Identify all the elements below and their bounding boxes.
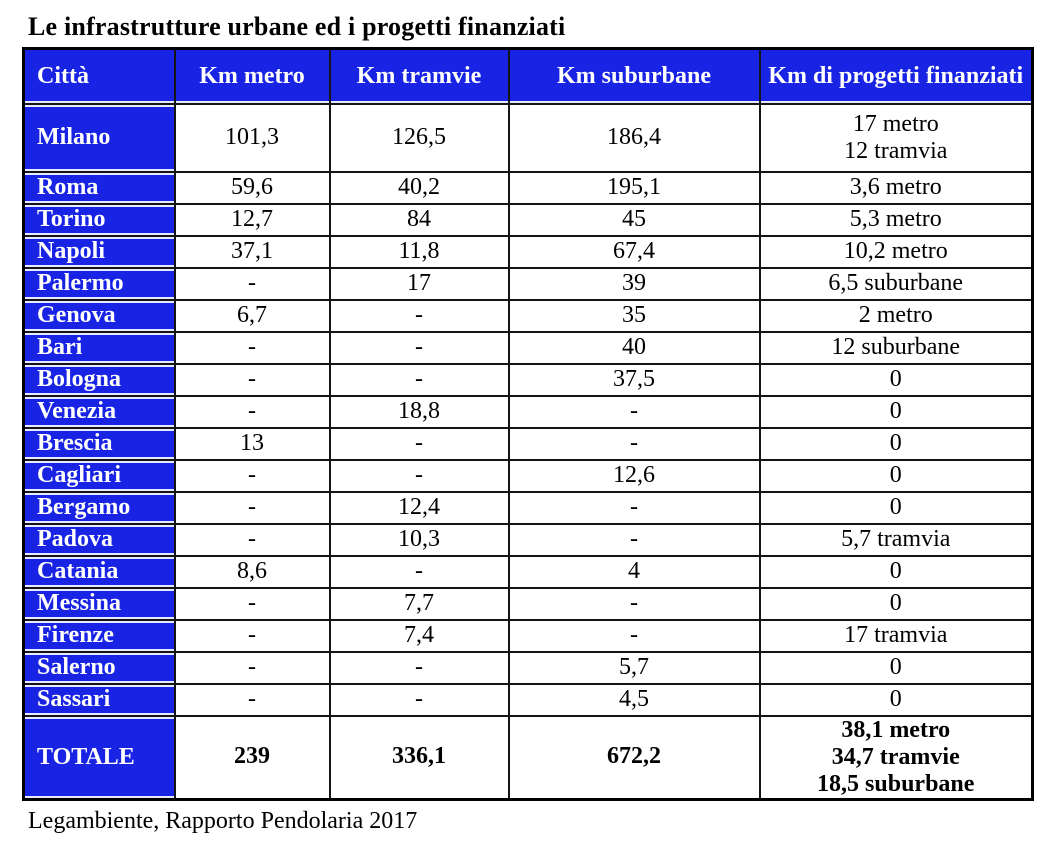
progetti-line: 12 suburbane (831, 334, 961, 361)
progetti-line: 38,1 metro (841, 716, 951, 743)
tramvie-cell: 11,8 (330, 236, 509, 268)
suburbane-cell: 4,5 (509, 684, 760, 716)
progetti-cell (760, 684, 1033, 716)
metro-cell: 37,1 (175, 236, 330, 268)
tramvie-cell: - (330, 428, 509, 460)
tramvie-cell: 7,7 (330, 588, 509, 620)
progetti-line: 0 (889, 398, 902, 425)
suburbane-cell: 40 (509, 332, 760, 364)
column-header-km-progetti-finanziati: Km di progetti finanziati (760, 49, 1033, 104)
tramvie-cell: - (330, 460, 509, 492)
metro-cell: 239 (175, 716, 330, 800)
metro-cell: - (175, 364, 330, 396)
tramvie-cell: 336,1 (330, 716, 509, 800)
progetti-cell (760, 364, 1033, 396)
metro-cell: - (175, 652, 330, 684)
city-cell: Genova (24, 300, 175, 332)
column-header-km-tramvie: Km tramvie (330, 49, 509, 104)
city-cell: Brescia (24, 428, 175, 460)
tramvie-cell: - (330, 684, 509, 716)
metro-cell: 12,7 (175, 204, 330, 236)
page-title: Le infrastrutture urbane ed i progetti finanziati (28, 12, 566, 41)
metro-cell: 13 (175, 428, 330, 460)
progetti-cell (760, 300, 1033, 332)
progetti-cell (760, 652, 1033, 684)
suburbane-cell: - (509, 524, 760, 556)
table-row-torino (24, 204, 1033, 236)
tramvie-cell: - (330, 332, 509, 364)
tramvie-cell: - (330, 364, 509, 396)
metro-cell: - (175, 620, 330, 652)
table-row-bologna (24, 364, 1033, 396)
progetti-line: 0 (889, 462, 902, 489)
city-cell: Roma (24, 172, 175, 204)
table-row-bari (24, 332, 1033, 364)
metro-cell: 6,7 (175, 300, 330, 332)
table-row-milano (24, 104, 1033, 172)
metro-cell: - (175, 460, 330, 492)
tramvie-cell: - (330, 652, 509, 684)
metro-cell: - (175, 684, 330, 716)
city-cell: Bergamo (24, 492, 175, 524)
progetti-cell (760, 716, 1033, 800)
progetti-line: 0 (889, 654, 902, 681)
progetti-cell (760, 396, 1033, 428)
tramvie-cell: - (330, 556, 509, 588)
progetti-cell (760, 332, 1033, 364)
tramvie-cell: - (330, 300, 509, 332)
table-row-cagliari (24, 460, 1033, 492)
progetti-line: 0 (889, 494, 902, 521)
suburbane-cell: - (509, 428, 760, 460)
table-row-totale (24, 716, 1033, 800)
column-header-citta: Città (24, 49, 175, 104)
city-cell: Messina (24, 588, 175, 620)
tramvie-cell: 40,2 (330, 172, 509, 204)
suburbane-cell: 37,5 (509, 364, 760, 396)
city-cell: Milano (24, 104, 175, 172)
progetti-line: 17 metro (852, 110, 939, 137)
city-cell: Venezia (24, 396, 175, 428)
metro-cell: - (175, 396, 330, 428)
source-caption: Legambiente, Rapporto Pendolaria 2017 (28, 808, 418, 834)
progetti-cell (760, 524, 1033, 556)
table-row-roma (24, 172, 1033, 204)
table-row-palermo (24, 268, 1033, 300)
suburbane-cell: 67,4 (509, 236, 760, 268)
progetti-cell (760, 588, 1033, 620)
progetti-cell (760, 428, 1033, 460)
progetti-line: 10,2 metro (843, 238, 948, 265)
suburbane-cell: - (509, 620, 760, 652)
tramvie-cell: 84 (330, 204, 509, 236)
metro-cell: - (175, 492, 330, 524)
table-row-salerno (24, 652, 1033, 684)
progetti-cell (760, 104, 1033, 172)
tramvie-cell: 126,5 (330, 104, 509, 172)
progetti-line: 2 metro (858, 302, 933, 329)
progetti-cell (760, 556, 1033, 588)
metro-cell: - (175, 588, 330, 620)
city-cell: Bari (24, 332, 175, 364)
table-row-firenze (24, 620, 1033, 652)
metro-cell: 101,3 (175, 104, 330, 172)
progetti-line: 34,7 tramvie (831, 743, 960, 770)
suburbane-cell: 186,4 (509, 104, 760, 172)
city-cell: Firenze (24, 620, 175, 652)
progetti-line: 0 (889, 686, 902, 713)
progetti-cell (760, 204, 1033, 236)
city-cell: TOTALE (24, 716, 175, 800)
tramvie-cell: 17 (330, 268, 509, 300)
suburbane-cell: 672,2 (509, 716, 760, 800)
table-row-messina (24, 588, 1033, 620)
progetti-line: 0 (889, 366, 902, 393)
table-body (24, 104, 1033, 800)
metro-cell: 59,6 (175, 172, 330, 204)
progetti-line: 0 (889, 590, 902, 617)
tramvie-cell: 10,3 (330, 524, 509, 556)
progetti-line: 3,6 metro (849, 174, 942, 201)
suburbane-cell: 39 (509, 268, 760, 300)
tramvie-cell: 18,8 (330, 396, 509, 428)
progetti-line: 0 (889, 430, 902, 457)
table-row-venezia (24, 396, 1033, 428)
city-cell: Salerno (24, 652, 175, 684)
metro-cell: 8,6 (175, 556, 330, 588)
progetti-cell (760, 620, 1033, 652)
progetti-line: 0 (889, 558, 902, 585)
table-row-catania (24, 556, 1033, 588)
city-cell: Catania (24, 556, 175, 588)
table-row-brescia (24, 428, 1033, 460)
table-row-sassari (24, 684, 1033, 716)
table-row-genova (24, 300, 1033, 332)
suburbane-cell: 195,1 (509, 172, 760, 204)
progetti-cell (760, 172, 1033, 204)
city-cell: Sassari (24, 684, 175, 716)
progetti-cell (760, 460, 1033, 492)
city-cell: Padova (24, 524, 175, 556)
suburbane-cell: - (509, 588, 760, 620)
suburbane-cell: - (509, 396, 760, 428)
progetti-line: 6,5 suburbane (828, 270, 964, 297)
column-header-km-metro: Km metro (175, 49, 330, 104)
progetti-cell (760, 236, 1033, 268)
suburbane-cell: 45 (509, 204, 760, 236)
progetti-line: 17 tramvia (844, 622, 948, 649)
suburbane-cell: 4 (509, 556, 760, 588)
progetti-cell (760, 492, 1033, 524)
infrastructure-table (22, 47, 1034, 801)
progetti-line: 18,5 suburbane (817, 770, 975, 797)
tramvie-cell: 7,4 (330, 620, 509, 652)
suburbane-cell: 12,6 (509, 460, 760, 492)
progetti-line: 5,3 metro (849, 206, 942, 233)
metro-cell: - (175, 524, 330, 556)
suburbane-cell: - (509, 492, 760, 524)
suburbane-cell: 5,7 (509, 652, 760, 684)
table-row-padova (24, 524, 1033, 556)
metro-cell: - (175, 332, 330, 364)
progetti-cell (760, 268, 1033, 300)
header-row (24, 49, 1033, 104)
progetti-line: 5,7 tramvia (841, 526, 951, 553)
city-cell: Bologna (24, 364, 175, 396)
suburbane-cell: 35 (509, 300, 760, 332)
metro-cell: - (175, 268, 330, 300)
city-cell: Palermo (24, 268, 175, 300)
column-header-km-suburbane: Km suburbane (509, 49, 760, 104)
table-row-napoli (24, 236, 1033, 268)
city-cell: Torino (24, 204, 175, 236)
tramvie-cell: 12,4 (330, 492, 509, 524)
city-cell: Cagliari (24, 460, 175, 492)
table-row-bergamo (24, 492, 1033, 524)
progetti-line: 12 tramvia (844, 137, 948, 164)
city-cell: Napoli (24, 236, 175, 268)
